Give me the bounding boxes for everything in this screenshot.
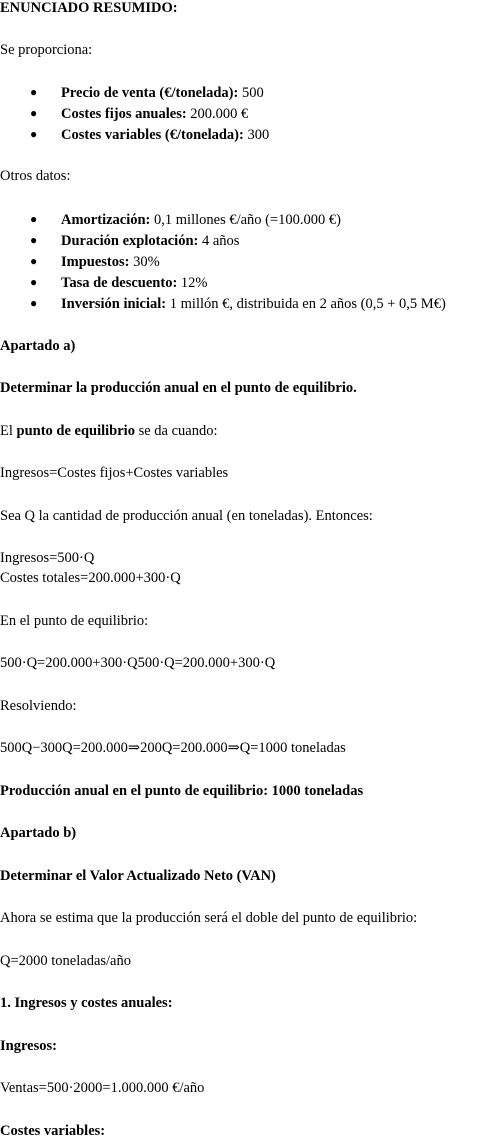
list-item bbox=[30, 84, 264, 102]
item-value: 1 millón €, distribuida en 2 años (0,5 + 0,5 M€) bbox=[166, 296, 446, 312]
item-label: Tasa de descuento: bbox=[61, 275, 178, 291]
bullet-icon: ● bbox=[30, 275, 38, 289]
part-a-title: Apartado a) bbox=[0, 338, 76, 354]
equilibrium-label: En el punto de equilibrio: bbox=[0, 613, 149, 629]
item-label: Amortización: bbox=[61, 212, 151, 228]
define-q: Sea Q la cantidad de producción anual (en toneladas). Entonces: bbox=[0, 508, 373, 524]
q-value: Q=2000 toneladas/año bbox=[0, 953, 131, 969]
list-item bbox=[30, 211, 341, 229]
solution-line: 500Q−300Q=200.000⇒200Q=200.000⇒Q=1000 toneladas bbox=[0, 740, 346, 756]
text-run: se da cuando: bbox=[134, 423, 218, 439]
intro-text: Se proporciona: bbox=[0, 42, 93, 58]
equilibrium-definition bbox=[0, 423, 218, 440]
item-value: 4 años bbox=[198, 233, 240, 249]
bullet-icon: ● bbox=[30, 106, 38, 120]
item-label: Precio de venta (€/tonelada): bbox=[61, 85, 239, 101]
part-b-question: Determinar el Valor Actualizado Neto (VAN) bbox=[0, 868, 276, 884]
part-a-question: Determinar la producción anual en el punto de equilibrio. bbox=[0, 380, 357, 396]
income-title: Ingresos: bbox=[0, 1038, 57, 1054]
bullet-icon: ● bbox=[30, 85, 38, 99]
formula-ingresos: Ingresos=Costes fijos+Costes variables bbox=[0, 465, 229, 481]
part-b-title: Apartado b) bbox=[0, 825, 77, 841]
item-value: 300 bbox=[243, 127, 270, 143]
variable-costs-title: Costes variables: bbox=[0, 1123, 106, 1139]
bullet-icon: ● bbox=[30, 212, 38, 226]
list-item bbox=[30, 295, 446, 313]
item-label: Costes fijos anuales: bbox=[61, 106, 187, 122]
list-item bbox=[30, 126, 269, 144]
sales-formula: Ventas=500·2000=1.000.000 €/año bbox=[0, 1080, 205, 1096]
item-value: 0,1 millones €/año (=100.000 €) bbox=[150, 212, 342, 228]
solving-label: Resolviendo: bbox=[0, 698, 77, 714]
list-item bbox=[30, 253, 160, 271]
section-1-title: 1. Ingresos y costes anuales: bbox=[0, 995, 173, 1011]
production-estimate: Ahora se estima que la producción será el doble del punto de equilibrio: bbox=[0, 910, 418, 926]
item-value: 30% bbox=[129, 254, 160, 270]
item-label: Duración explotación: bbox=[61, 233, 199, 249]
heading: ENUNCIADO RESUMIDO: bbox=[0, 0, 178, 16]
item-label: Inversión inicial: bbox=[61, 296, 167, 312]
formula-total-costs: Costes totales=200.000+300·Q bbox=[0, 570, 181, 586]
list-item bbox=[30, 105, 248, 123]
bullet-icon: ● bbox=[30, 254, 38, 268]
formula-income: Ingresos=500·Q bbox=[0, 550, 95, 566]
item-value: 12% bbox=[177, 275, 208, 291]
list-item bbox=[30, 232, 239, 250]
text-run: El bbox=[0, 423, 17, 439]
item-label: Impuestos: bbox=[61, 254, 130, 270]
list-item bbox=[30, 274, 208, 292]
part-a-result: Producción anual en el punto de equilibrio: 1000 toneladas bbox=[0, 783, 364, 799]
bullet-icon: ● bbox=[30, 233, 38, 247]
item-label: Costes variables (€/tonelada): bbox=[61, 127, 244, 143]
item-value: 200.000 € bbox=[186, 106, 249, 122]
bullet-icon: ● bbox=[30, 127, 38, 141]
item-value: 500 bbox=[238, 85, 264, 101]
bullet-icon: ● bbox=[30, 296, 38, 310]
equilibrium-term: punto de equilibrio bbox=[16, 423, 135, 439]
other-data-title: Otros datos: bbox=[0, 168, 71, 184]
equilibrium-equation: 500·Q=200.000+300·Q500·Q=200.000+300·Q bbox=[0, 655, 276, 671]
